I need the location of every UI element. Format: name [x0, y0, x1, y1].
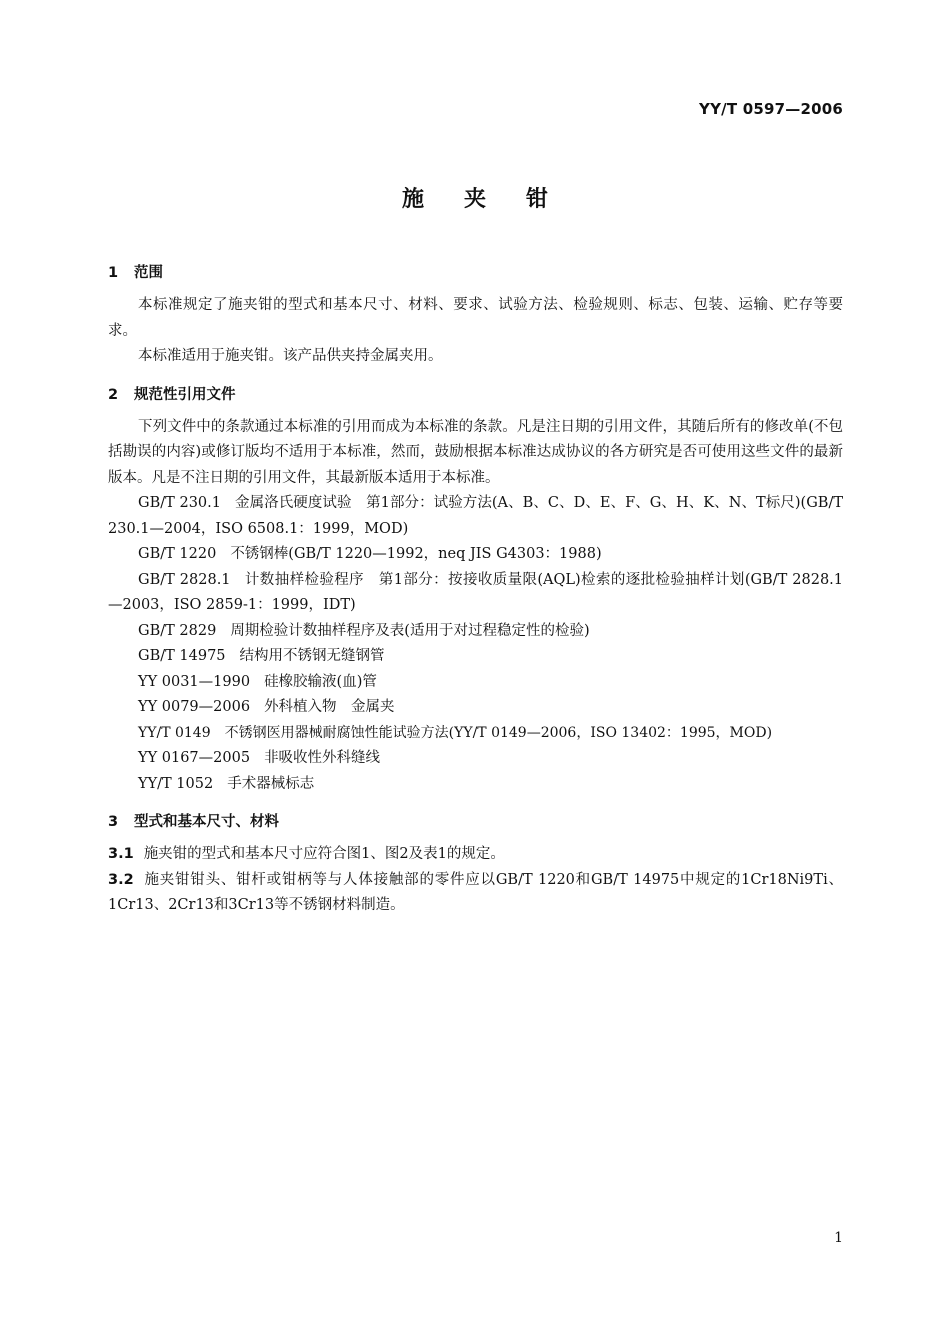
section-number: 2: [108, 386, 119, 403]
clause-3-2: [108, 868, 843, 919]
section-title: 型式和基本尺寸、材料: [134, 814, 279, 830]
references-intro: 下列文件中的条款通过本标准的引用而成为本标准的条款。凡是注日期的引用文件，其随后所有的修改单(不包括勘误的内容)或修订版均不适用于本标准，然而，鼓励根据本标准达成协议的各方研究是否可使用这些文件的最新版本。凡是不注日期的引用文件，其最新版本适用于本标准。: [108, 418, 843, 486]
clause-text: 施夹钳的型式和基本尺寸应符合图1、图2及表1的规定。: [143, 846, 505, 862]
reference-code: GB/T 230.1: [138, 495, 221, 511]
reference-code: GB/T 2828.1: [138, 571, 231, 588]
reference-code: YY 0167—2005: [138, 750, 251, 766]
reference-title: 非吸收性外科缝线: [264, 750, 381, 766]
clause-number: 3.2: [108, 871, 134, 888]
reference-item: [108, 721, 843, 747]
reference-item: [108, 772, 843, 798]
section-1-heading: [108, 260, 843, 286]
section-number: 3: [108, 814, 119, 830]
reference-title: 手术器械标志: [227, 775, 315, 792]
reference-code: GB/T 14975: [138, 648, 226, 664]
scope-paragraph-1: 本标准规定了施夹钳的型式和基本尺寸、材料、要求、试验方法、检验规则、标志、包装、运输、贮存等要求。: [108, 297, 843, 339]
reference-item: [108, 644, 843, 670]
reference-title: 硅橡胶输液(血)管: [264, 673, 377, 690]
standard-number: YY/T 0597—2006: [699, 100, 843, 118]
reference-title: 计数抽样检验程序 第1部分：按接收质量限(AQL)检索的逐批检验抽样计划(GB/T 2828.1—2003，ISO 2859-1：1999，IDT): [108, 571, 843, 613]
reference-code: GB/T 2829: [138, 622, 217, 639]
reference-item: [108, 542, 843, 568]
reference-title: 不锈钢棒(GB/T 1220—1992，neq JIS G4303：1988): [230, 546, 602, 562]
reference-title: 周期检验计数抽样程序及表(适用于对过程稳定性的检验): [230, 622, 590, 639]
reference-title: 结构用不锈钢无缝钢管: [239, 648, 385, 664]
clause-number: 3.1: [108, 846, 134, 862]
section-title: 范围: [134, 265, 163, 281]
reference-code: YY/T 1052: [138, 775, 214, 792]
section-3-heading: [108, 809, 843, 835]
reference-code: YY 0079—2006: [138, 699, 251, 715]
document-body: [108, 260, 843, 919]
section-number: 1: [108, 265, 119, 281]
reference-title: 外科植入物 金属夹: [264, 699, 395, 715]
reference-item: [108, 619, 843, 645]
scope-paragraph-2: 本标准适用于施夹钳。该产品供夹持金属夹用。: [138, 348, 443, 364]
reference-code: GB/T 1220: [138, 546, 217, 562]
reference-title: 不锈钢医用器械耐腐蚀性能试验方法(YY/T 0149—2006，ISO 13402：1995，MOD): [224, 724, 773, 741]
section-2-heading: [108, 382, 843, 408]
reference-title: 金属洛氏硬度试验 第1部分：试验方法(A、B、C、D、E、F、G、H、K、N、T标尺)(GB/T 230.1—2004，ISO 6508.1：1999，MOD): [108, 495, 843, 537]
reference-code: YY/T 0149: [138, 724, 211, 741]
document-title: 施夹钳: [401, 187, 588, 212]
reference-code: YY 0031—1990: [138, 673, 251, 690]
clause-3-1: [108, 842, 843, 868]
reference-item: [108, 568, 843, 619]
page-number: 1: [834, 1230, 843, 1246]
section-title: 规范性引用文件: [134, 386, 236, 403]
clause-text: 施夹钳钳头、钳杆或钳柄等与人体接触部的零件应以GB/T 1220和GB/T 14975中规定的1Cr18Ni9Ti、1Cr13、2Cr13和3Cr13等不锈钢材料制造。: [108, 871, 843, 913]
reference-item: [108, 746, 843, 772]
reference-item: [108, 491, 843, 542]
reference-item: [108, 695, 843, 721]
reference-item: [108, 670, 843, 696]
